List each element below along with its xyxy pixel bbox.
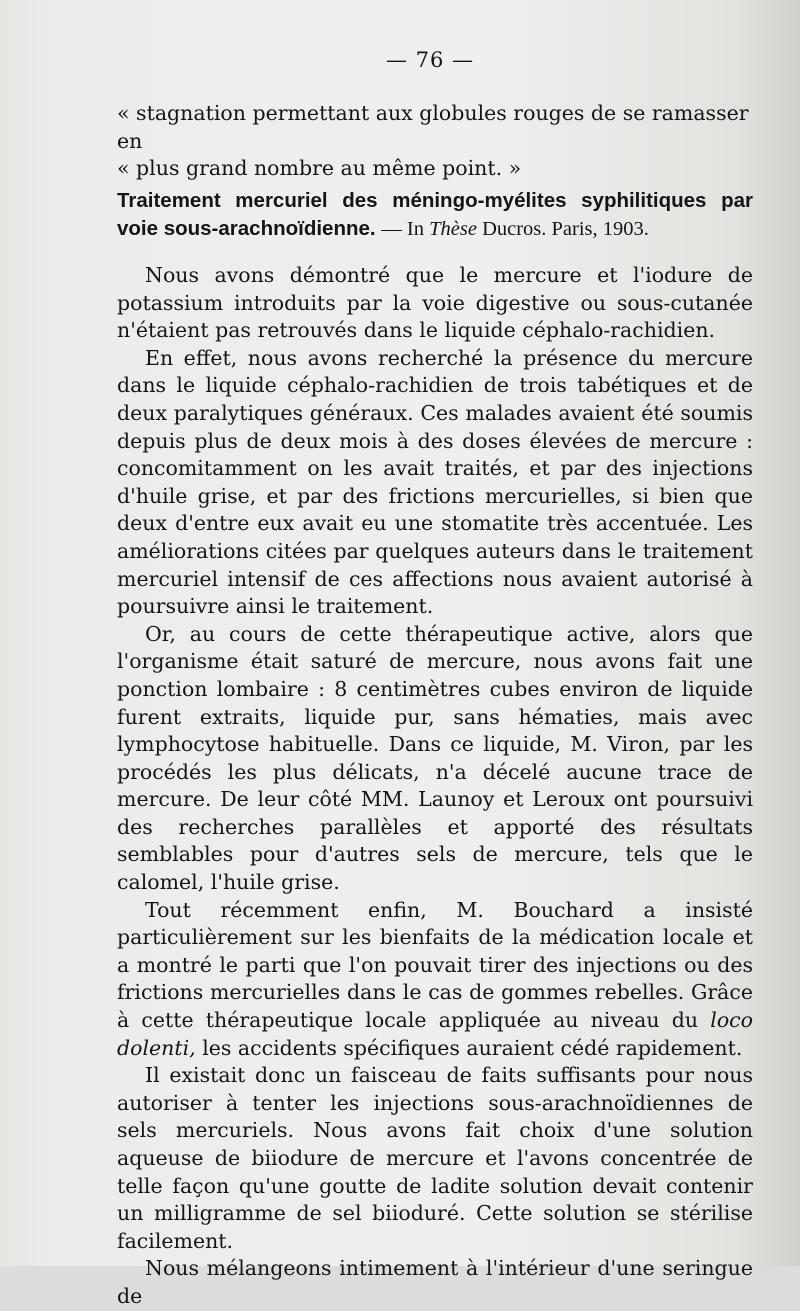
paragraph: Tout récemment enfin, M. Bouchard a insisté particulièrement sur les bienfaits de la médication locale et a montré le parti que l'on pouvait tirer des injections ou des frictions mercurielles dans le cas de gommes rebelles. Grâce à cette thérapeutique locale appliquée au niveau du loco dolenti, les accidents spécifiques auraient cédé rapidement. [117, 897, 753, 1060]
paragraph: Nous avons démontré que le mercure et l'iodure de potassium introduits par la voie digestive ou sous-cutanée n'étaient pas retrouvés dans le liquide céphalo-rachidien. [117, 263, 753, 343]
section-heading [117, 187, 753, 243]
page-number: — 76 — [385, 48, 475, 72]
paragraph: Nous mélangeons intimement à l'intérieur d'une seringue de [117, 1256, 753, 1308]
paragraph: Or, au cours de cette thérapeutique active, alors que l'organisme était saturé de mercure, nous avons fait une ponction lombaire : 8 centimètres cubes environ de liquide furent extraits, liquide pur, sans hématies, mais avec lymphocytose habituelle. Dans ce liquide, M. Viron, par les procédés les plus délicats, n'a décelé aucune trace de mercure. De leur côté MM. Launoy et Leroux ont poursuivi des recherches parallèles et apporté des résultats semblables pour d'autres sels de mercure, tels que le calomel, l'huile grise. [117, 621, 753, 895]
closing-quote [117, 100, 753, 183]
body-text [117, 262, 753, 1311]
paragraph: Il existait donc un faisceau de faits suffisants pour nous autoriser à tenter les injections sous-arachnoïdiennes de sels mercuriels. Nous avons fait choix d'une solution aqueuse de biiodure de mercure et l'avons concentrée de telle façon qu'une goutte de ladite solution devait contenir un milligramme de sel biioduré. Cette solution se stérilise facilement. [117, 1063, 753, 1253]
paragraph: En effet, nous avons recherché la présence du mercure dans le liquide céphalo-rachidien de trois tabétiques et de deux paralytiques généraux. Ces malades avaient été soumis depuis plus de deux mois à des doses élevées de mercure : concomitamment on les avait traités, et par des injections d'huile grise, et par des frictions mercurielles, si bien que deux d'entre eux avait eu une stomatite très accentuée. Les améliorations citées par quelques auteurs dans le traitement mercuriel intensif de ces affections nous avaient autorisé à poursuivre ainsi le traitement. [117, 345, 753, 619]
heading-title: Traitement mercuriel des méningo-myélites syphilitiques par voie sous-arachnoïdienne. [117, 189, 753, 240]
italic-phrase: loco dolenti, [117, 1008, 753, 1060]
heading-reference-italic: Thèse [429, 218, 477, 240]
quote-line: « stagnation permettant aux globules rouges de se ramasser en [117, 101, 749, 153]
quote-line: « plus grand nombre au même point. » [117, 156, 522, 181]
heading-reference: — In Thèse Ducros. Paris, 1903. [381, 218, 649, 240]
